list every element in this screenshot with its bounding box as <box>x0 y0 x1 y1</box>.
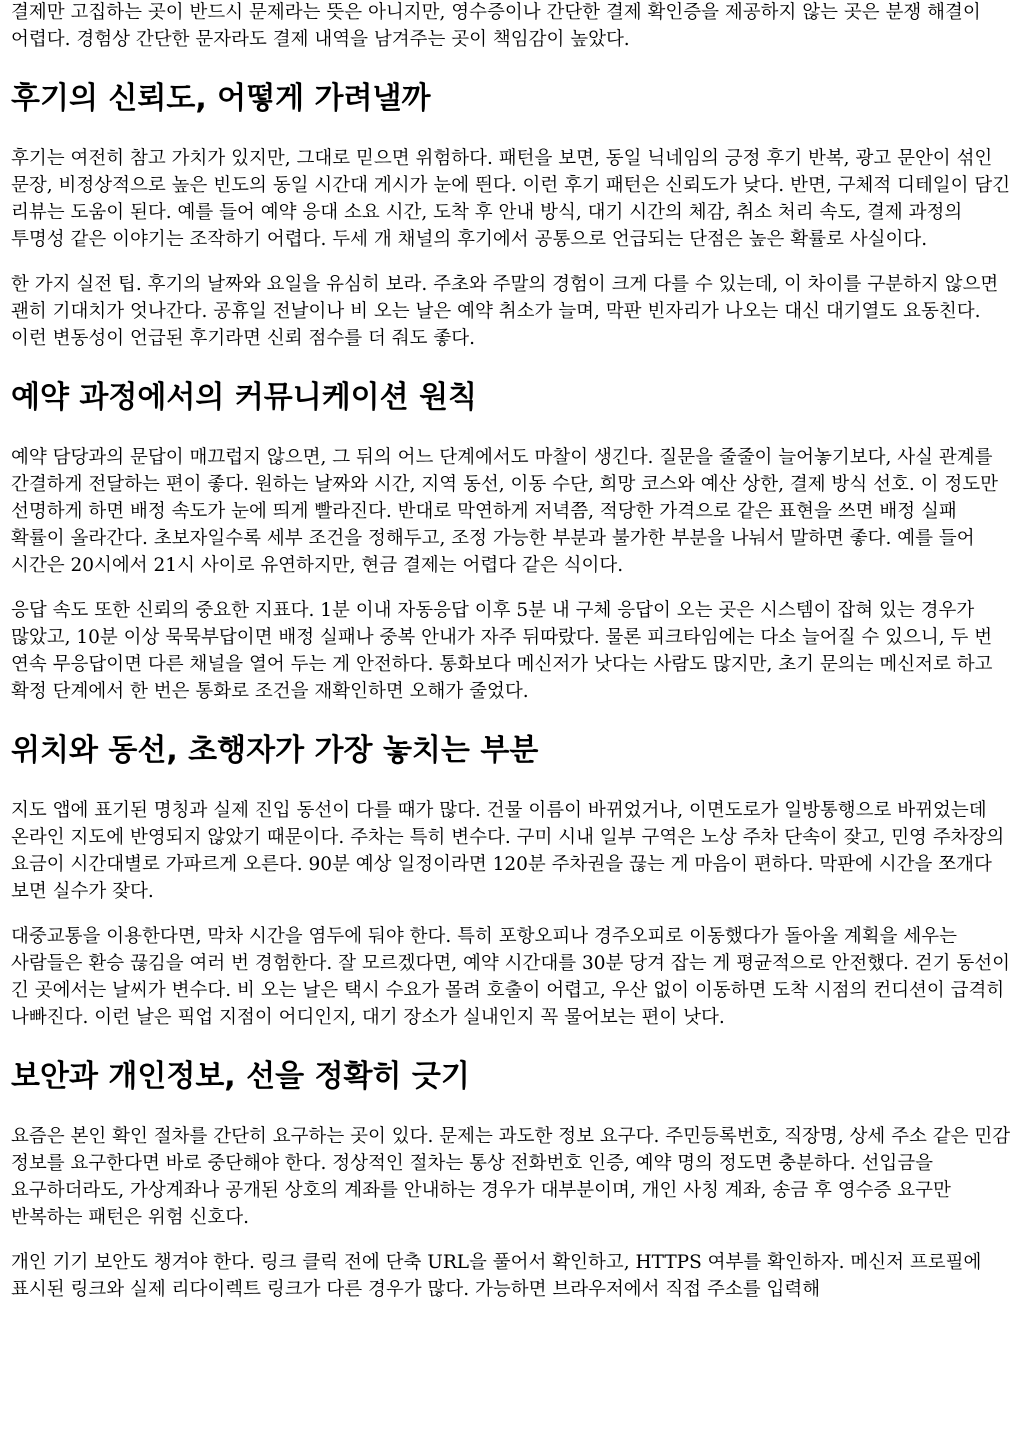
section-heading: 후기의 신뢰도, 어떻게 가려낼까 <box>11 81 431 116</box>
section-heading: 예약 과정에서의 커뮤니케이션 원칙 <box>11 380 478 415</box>
paragraph: 대중교통을 이용한다면, 막차 시간을 염두에 둬야 한다. 특히 포항오피나 경주오피로 이동했다가 돌아올 계획을 세우는 사람들은 환승 끊김을 여러 번 경험한다. 잘 모르겠다면, 예약 시간대를 30분 당겨 잡는 게 평균적으로 안전했다. 걷기 동선이 긴 곳에서는 날씨가 변수다. 비 오는 날은 택시 수요가 몰려 호출이 어렵고, 우산 없이 이동하면 도착 시점의 컨디션이 급격히 나빠진다. 이런 날은 픽업 지점이 어디인지, 대기 장소가 실내인지 꼭 물어보는 편이 낫다. <box>11 926 1010 1028</box>
paragraph: 지도 앱에 표기된 명칭과 실제 진입 동선이 다를 때가 많다. 건물 이름이 바뀌었거나, 이면도로가 일방통행으로 바뀌었는데 온라인 지도에 반영되지 않았기 때문이다. 주차는 특히 변수다. 구미 시내 일부 구역은 노상 주차 단속이 잦고, 민영 주차장의 요금이 시간대별로 가파르게 오른다. 90분 예상 일정이라면 120분 주차권을 끊는 게 마음이 편하다. 막판에 시간을 쪼개다 보면 실수가 잦다. <box>11 800 1005 902</box>
paragraph: 후기는 여전히 참고 가치가 있지만, 그대로 믿으면 위험하다. 패턴을 보면, 동일 닉네임의 긍정 후기 반복, 광고 문안이 섞인 문장, 비정상적으로 높은 빈도의 동일 시간대 게시가 눈에 띈다. 이런 후기 패턴은 신뢰도가 낮다. 반면, 구체적 디테일이 담긴 리뷰는 도움이 된다. 예를 들어 예약 응대 소요 시간, 도착 후 안내 방식, 대기 시간의 체감, 취소 처리 속도, 결제 과정의 투명성 같은 이야기는 조작하기 어렵다. 두세 개 채널의 후기에서 공통으로 언급되는 단점은 높은 확률로 사실이다. <box>11 148 1011 250</box>
paragraph: 응답 속도 또한 신뢰의 중요한 지표다. 1분 이내 자동응답 이후 5분 내 구체 응답이 오는 곳은 시스템이 잡혀 있는 경우가 많았고, 10분 이상 묵묵부답이면 배정 실패나 중복 안내가 자주 뒤따랐다. 물론 피크타임에는 다소 늘어질 수 있으니, 두 번 연속 무응답이면 다른 채널을 열어 두는 게 안전하다. 통화보다 메신저가 낫다는 사람도 많지만, 초기 문의는 메신저로 하고 확정 단계에서 한 번은 통화로 조건을 재확인하면 오해가 줄었다. <box>11 600 993 702</box>
paragraph: 예약 담당과의 문답이 매끄럽지 않으면, 그 뒤의 어느 단계에서도 마찰이 생긴다. 질문을 줄줄이 늘어놓기보다, 사실 관계를 간결하게 전달하는 편이 좋다. 원하는 날짜와 시간, 지역 동선, 이동 수단, 희망 코스와 예산 상한, 결제 방식 선호. 이 정도만 선명하게 하면 배정 속도가 눈에 띄게 빨라진다. 반대로 막연하게 저녁쯤, 적당한 가격으로 같은 표현을 쓰면 배정 실패 확률이 올라간다. 초보자일수록 세부 조건을 정해두고, 조정 가능한 부분과 불가한 부분을 나눠서 말하면 좋다. 예를 들어 시간은 20시에서 21시 사이로 유연하지만, 현금 결제는 어렵다 같은 식이다. <box>11 447 998 576</box>
section-heading: 보안과 개인정보, 선을 정확히 긋기 <box>11 1059 470 1094</box>
section-security <box>11 1057 1013 1303</box>
paragraph: 한 가지 실전 팁. 후기의 날짜와 요일을 유심히 보라. 주초와 주말의 경험이 크게 다를 수 있는데, 이 차이를 구분하지 않으면 괜히 기대치가 엇나간다. 공휴일 전날이나 비 오는 날은 예약 취소가 늘며, 막판 빈자리가 나오는 대신 대기열도 요동친다. 이런 변동성이 언급된 후기라면 신뢰 점수를 더 줘도 좋다. <box>11 274 999 349</box>
paragraph: 요즘은 본인 확인 절차를 간단히 요구하는 곳이 있다. 문제는 과도한 정보 요구다. 주민등록번호, 직장명, 상세 주소 같은 민감 정보를 요구한다면 바로 중단해야 한다. 정상적인 절차는 통상 전화번호 인증, 예약 명의 정도면 충분하다. 선입금을 요구하더라도, 가상계좌나 공개된 상호의 계좌를 안내하는 경우가 대부분이며, 개인 사칭 계좌, 송금 후 영수증 요구만 반복하는 패턴은 위험 신호다. <box>11 1126 1011 1228</box>
section-location <box>11 731 1013 1031</box>
paragraph: 결제만 고집하는 곳이 반드시 문제라는 뜻은 아니지만, 영수증이나 간단한 결제 확인증을 제공하지 않는 곳은 분쟁 해결이 어렵다. 경험상 간단한 문자라도 결제 내역을 남겨주는 곳이 책임감이 높았다. <box>11 2 981 50</box>
section-review-reliability <box>11 79 1013 352</box>
section-payment-intro <box>11 0 1013 53</box>
section-communication <box>11 378 1013 705</box>
section-heading: 위치와 동선, 초행자가 가장 놓치는 부분 <box>11 733 539 768</box>
paragraph: 개인 기기 보안도 챙겨야 한다. 링크 클릭 전에 단축 URL을 풀어서 확인하고, HTTPS 여부를 확인하자. 메신저 프로필에 표시된 링크와 실제 리다이렉트 링크가 다른 경우가 많다. 가능하면 브라우저에서 직접 주소를 입력해 <box>11 1252 982 1300</box>
